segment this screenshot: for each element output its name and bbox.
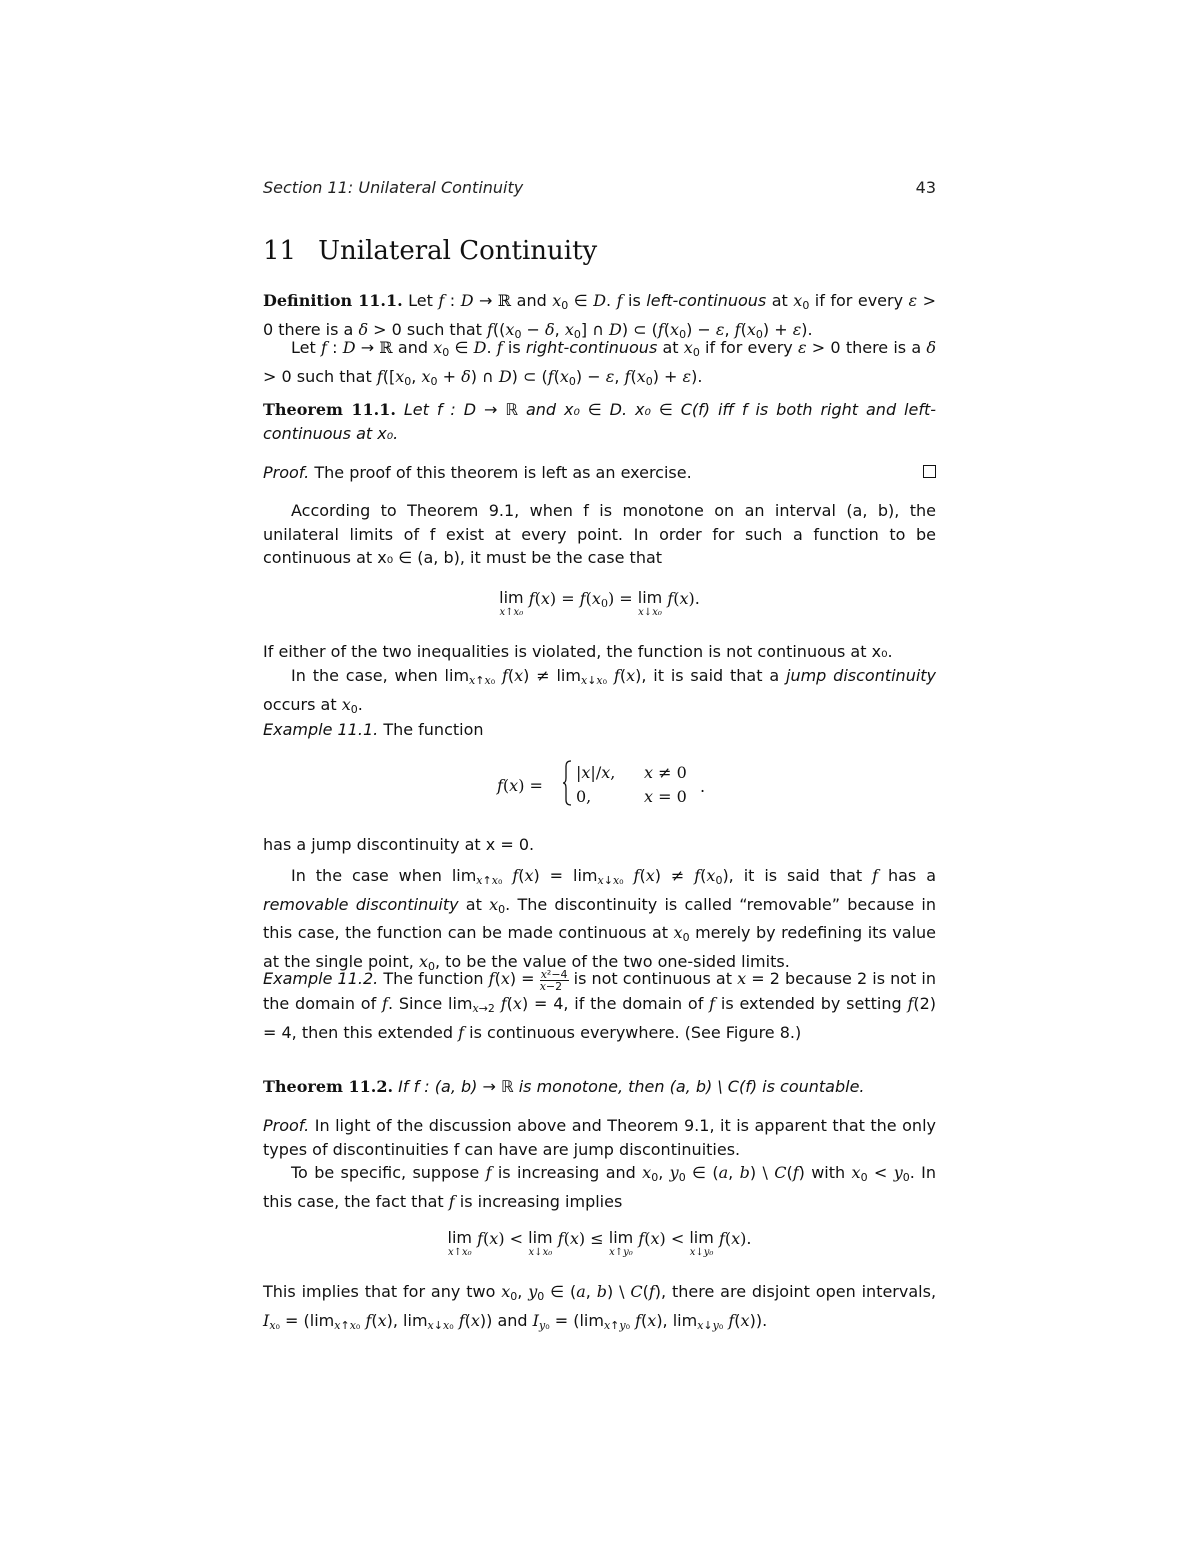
- section-label: Section 11: Unilateral Continuity: [263, 178, 524, 197]
- section-number: 11: [263, 236, 297, 266]
- monotone-paragraph: According to Theorem 9.1, when f is monotone on an interval (a, b), the unilateral limits of f exist at every point. In order for such a function to be continuous at x₀ ∈ (a, b), it must be the case that: [263, 501, 936, 568]
- display-equation-chain: lim x↑x₀ f(x) < lim x↓x₀ f(x) ≤ lim x↑y₀ f(x) < lim x↓y₀ f(x).: [447, 1228, 752, 1258]
- right-continuous-term: right-continuous: [525, 338, 658, 357]
- display-equation-limits: lim x↑x₀ $f(x) = f(x_0) = \lim$ x↓x₀ f(x).: [499, 588, 700, 618]
- piecewise-case-2: 0,: [576, 787, 592, 806]
- page-number: 43: [915, 178, 936, 197]
- running-header: [263, 178, 936, 197]
- piecewise-period: .: [700, 777, 706, 796]
- example-label: Example 11.1.: [263, 720, 379, 739]
- theorem-11-2: [263, 1075, 936, 1099]
- proof-11-2: [263, 1114, 936, 1161]
- example-intro: The function: [383, 720, 484, 739]
- theorem-statement: Let f : D → ℝ and x₀ ∈ D. x₀ ∈ C(f) iff f is both right and left-continuous at x₀.: [263, 400, 937, 443]
- piecewise-case-1: |x|/x,: [576, 763, 616, 782]
- jump-term: jump discontinuity: [786, 666, 937, 685]
- section-title: [263, 236, 597, 266]
- theorem-2-label: Theorem 11.2.: [263, 1077, 394, 1096]
- definition-label: Definition 11.1.: [263, 291, 403, 310]
- proof-2-label: Proof.: [263, 1116, 310, 1135]
- specific-paragraph: To be specific, suppose f is increasing and $x_0$, $y_0$ ∈ (a, b) \ C(f) with $x_0 < y_0$. In this case, the fact that f is increasing implies: [263, 1163, 937, 1211]
- piecewise-cond-2: x = 0: [644, 787, 687, 806]
- proof-label: Proof.: [263, 463, 310, 482]
- disjoint-paragraph: This implies that for any two $x_0$, $y_0$ ∈ (a, b) \ C(f), there are disjoint open intervals, $I_{x_0} = (\lim_{x↑x_0}$ f(x), $\lim_{x↓x_0} f(x)$) and $I_{y_0} = (\lim_{x↑y_0}$ f(x), $\lim_{x↓y_0} f(x)$).: [263, 1282, 937, 1332]
- left-brace-icon: [562, 760, 572, 806]
- removable-term: removable discontinuity: [263, 894, 459, 914]
- theorem-label: Theorem 11.1.: [263, 400, 396, 419]
- example-11-2: Example 11.2. The function f(x) = $\frac{\text{x²−4}}{x-2}$ is not continuous at x = 2 because 2 is not in the domain of f. Since $\lim_{x\to 2} f(x) = 4$, if the domain of f is extended by setting f(2) = 4, then this extended f is continuous everywhere. (See Figure 8.): [263, 968, 937, 1042]
- fraction: $\frac{\text{x²−4}}{x-2}$: [539, 968, 568, 993]
- piecewise-cond-1: x ≠ 0: [644, 763, 687, 782]
- jump-paragraph: In the case, when $\lim_{x↑x_0} f(x) \ne \lim_{x↓x_0} f(x)$, it is said that a jump discontinuity occurs at $x_0$.: [263, 666, 937, 716]
- example-after: has a jump discontinuity at x = 0.: [263, 835, 535, 854]
- proof-11-1: [263, 461, 936, 485]
- proof-2-text: In light of the discussion above and Theorem 9.1, it is apparent that the only types of discontinuities f can have are jump discontinuities.: [263, 1116, 936, 1159]
- example-11-1: [263, 718, 936, 742]
- qed-square-icon: [923, 465, 936, 478]
- example-2-label: Example 11.2.: [263, 969, 379, 988]
- theorem-2-statement: If f : (a, b) → ℝ is monotone, then (a, b) \ C(f) is countable.: [398, 1077, 865, 1096]
- definition-right-block: Let f : D → ℝ and $x_0$ ∈ D. f is right-continuous at $x_0$ if for every ε > 0 there is a δ > 0 such that $f([x_0$, $x_0 + \delta$) ∩ D) ⊂ ($f(x_0) - \varepsilon$, $f(x_0) + \varepsilon$).: [263, 338, 937, 388]
- proof-text: The proof of this theorem is left as an exercise.: [314, 463, 692, 482]
- left-continuous-term: left-continuous: [646, 291, 767, 310]
- piecewise-lhs: f(x) =: [497, 776, 543, 795]
- removable-paragraph: In the case when $\lim_{x↑x_0} f(x) = \lim_{x↓x_0} f(x) \ne f(x_0)$, it is said that f has a removable discontinuity at $x_0$. The discontinuity is called “removable” because in this case, the function can be made continuous at $x_0$ merely by redefining its value at the single point, $x_0$, to be the value of the two one-sided limits.: [263, 866, 937, 973]
- section-title-text: Unilateral Continuity: [318, 236, 598, 266]
- theorem-11-1: [263, 398, 936, 445]
- inequality-paragraph: If either of the two inequalities is violated, the function is not continuous at x₀.: [263, 642, 893, 661]
- definition-block: Definition 11.1. Let f : D → ℝ and $x_0$ ∈ D. f is left-continuous at $x_0$ if for every ε > 0 there is a δ > 0 such that $f((x_0 - \delta$, $x_0$] ∩ D) ⊂ ($f(x_0) - \varepsilon$, $f(x_0) + \varepsilon$).: [263, 291, 937, 341]
